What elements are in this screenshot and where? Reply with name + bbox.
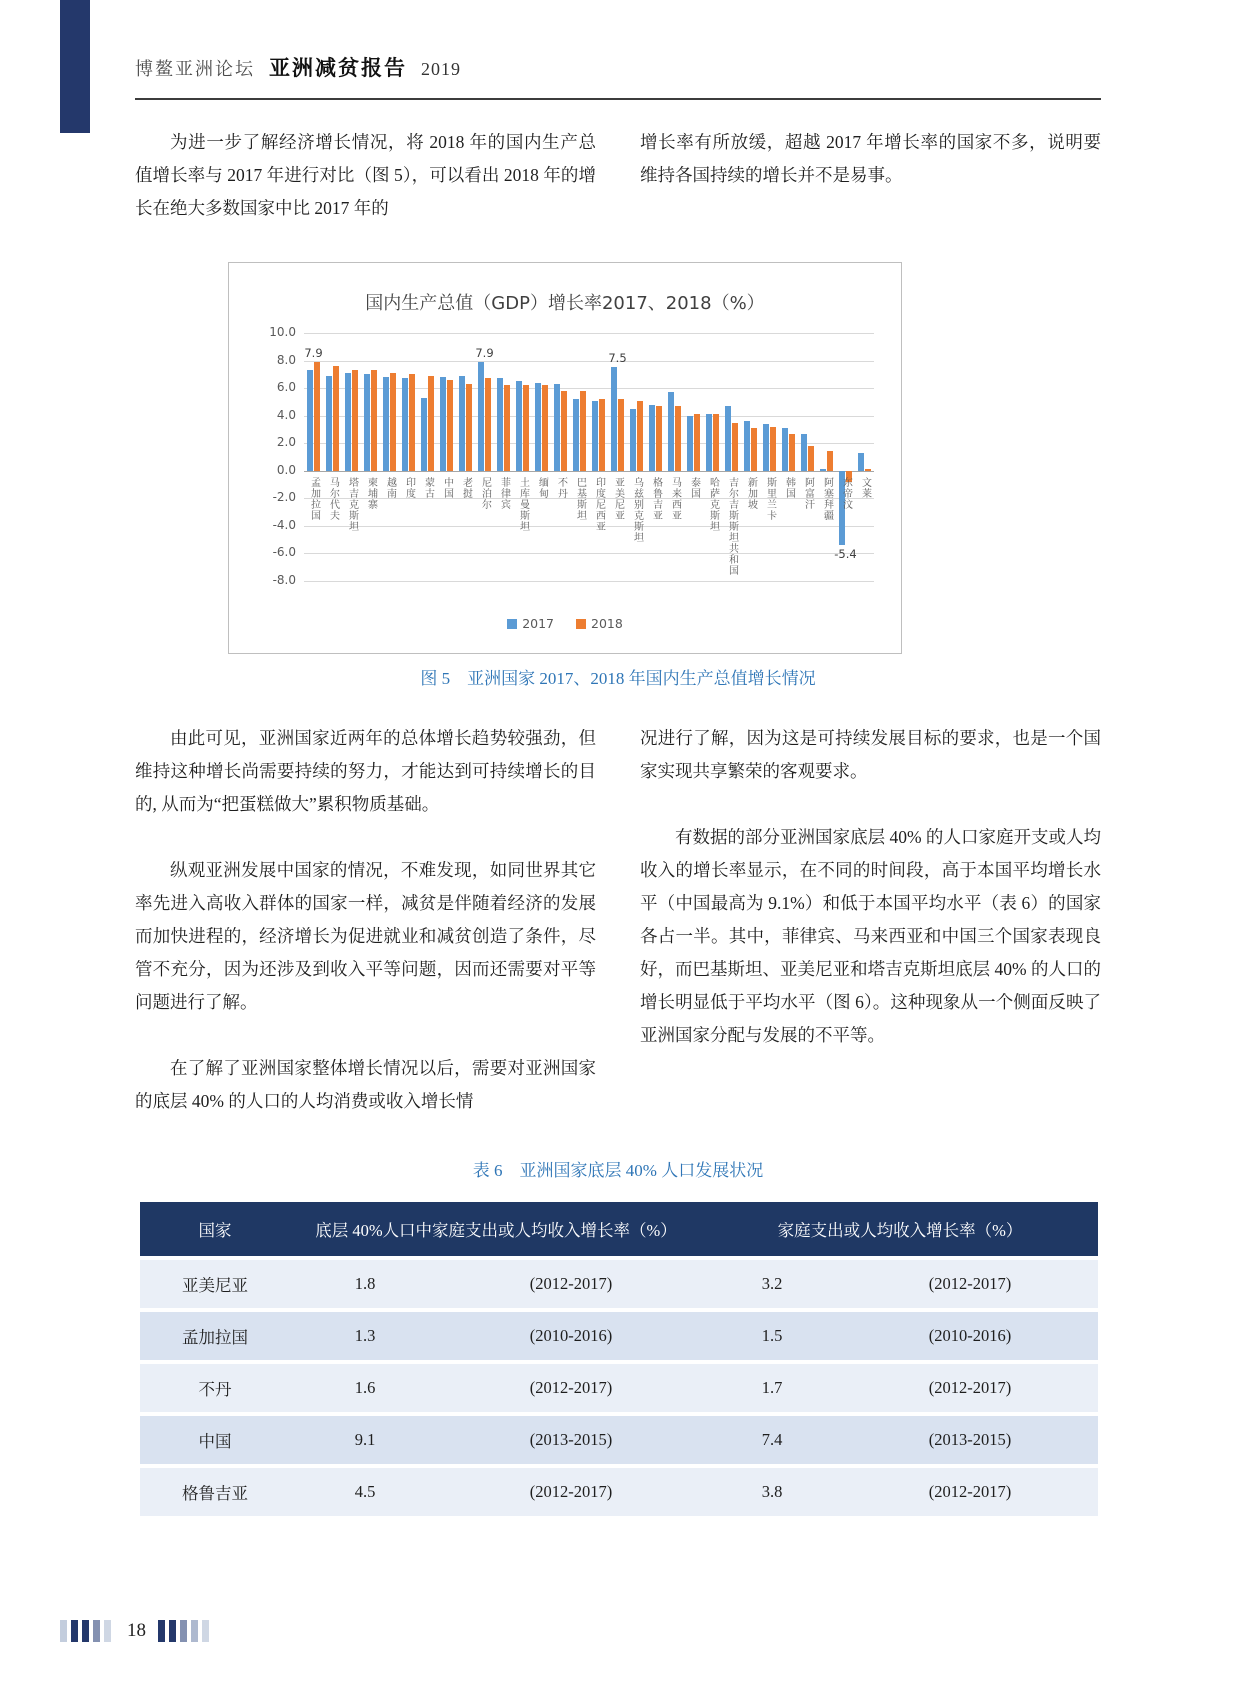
table-cell: 格鲁吉亚: [140, 1468, 290, 1516]
bar-2017: [364, 374, 370, 470]
x-axis-label: 马来西亚: [669, 476, 681, 521]
table-cell: (2012-2017): [440, 1260, 702, 1308]
bar-2018: [656, 406, 662, 471]
x-axis-label: 印度尼西亚: [593, 476, 605, 532]
bar-2018: [409, 374, 415, 470]
x-axis-label: 土库曼斯坦: [517, 476, 529, 532]
bar-2017: [820, 469, 826, 470]
footer-bar: [169, 1620, 176, 1642]
footer-bar: [191, 1620, 198, 1642]
x-axis-label: 尼泊尔: [479, 476, 491, 510]
y-axis-tick: 4.0: [276, 407, 296, 422]
chart-gridline: [304, 553, 874, 554]
footer-decoration-left: [60, 1620, 115, 1642]
body-paragraph: 为进一步了解经济增长情况，将 2018 年的国内生产总值增长率与 2017 年进行对比（图 5），可以看出 2018 年的增长在绝大多数国家中比 2017 年的: [135, 132, 596, 218]
table-cell: 1.7: [702, 1364, 842, 1412]
legend-item: [507, 616, 554, 631]
bar-2018: [523, 385, 529, 470]
chart-gridline: [304, 526, 874, 527]
bar-2018: [732, 423, 738, 471]
table-cell: 1.6: [290, 1364, 440, 1412]
bar-2018: [789, 434, 795, 471]
legend-item: [576, 616, 623, 631]
x-axis-label: 吉尔吉斯斯坦共和国: [726, 476, 738, 576]
body-columns: [135, 722, 1101, 1151]
x-axis-label: 韩国: [783, 476, 795, 499]
x-axis-label: 格鲁吉亚: [650, 476, 662, 521]
table-header-row: [140, 1202, 1098, 1256]
table-cell: 3.2: [702, 1260, 842, 1308]
bar-2018: [390, 373, 396, 471]
table-row: [140, 1312, 1098, 1360]
footer-bar: [71, 1620, 78, 1642]
y-axis-tick: -2.0: [272, 490, 296, 505]
bar-2017: [763, 424, 769, 471]
chart-legend: [229, 616, 901, 631]
bar-2018: [637, 401, 643, 471]
bar-2017: [535, 383, 541, 471]
bar-2018: [447, 380, 453, 471]
bar-2018: [827, 451, 833, 470]
bar-2017: [326, 376, 332, 471]
body-paragraph: 增长率有所放缓，超越 2017 年增长率的国家不多，说明要维持各国持续的增长并不是易事。: [640, 132, 1101, 185]
bar-2018: [485, 378, 491, 470]
bottom40-table: [140, 1198, 1098, 1520]
footer-bar: [202, 1620, 209, 1642]
chart-gridline: [304, 471, 874, 472]
table-cell: (2013-2015): [842, 1416, 1098, 1464]
bar-2017: [706, 414, 712, 470]
table-cell: (2013-2015): [440, 1416, 702, 1464]
footer-bar: [60, 1620, 67, 1642]
bar-2017: [725, 406, 731, 471]
table6-caption: 表 6 亚洲国家底层 40% 人口发展状况: [472, 1161, 764, 1180]
bar-2017: [554, 384, 560, 471]
x-axis-label: 文莱: [859, 476, 871, 499]
body-paragraph: 由此可见，亚洲国家近两年的总体增长趋势较强劲，但维持这种增长尚需要持续的努力，才能达到可持续增长的目的, 从而为“把蛋糕做大”累积物质基础。: [135, 728, 596, 814]
table-cell: 1.8: [290, 1260, 440, 1308]
bar-2017: [687, 416, 693, 471]
legend-swatch: [576, 619, 586, 629]
bar-2018: [314, 362, 320, 471]
bar-2018: [504, 385, 510, 470]
table-cell: 1.3: [290, 1312, 440, 1360]
table-cell: (2012-2017): [842, 1260, 1098, 1308]
x-axis-label: 柬埔寨: [365, 476, 377, 510]
bar-2018: [770, 427, 776, 471]
bar-data-label: -5.4: [834, 547, 857, 562]
bar-2018: [580, 391, 586, 471]
x-axis-label: 中国: [441, 476, 453, 499]
x-axis-label: 缅甸: [536, 476, 548, 499]
table-cell: 3.8: [702, 1468, 842, 1516]
figure5-caption: 图 5 亚洲国家 2017、2018 年国内生产总值增长情况: [420, 669, 816, 688]
x-axis-label: 老挝: [460, 476, 472, 499]
bar-data-label: 7.9: [304, 345, 323, 360]
table-cell: (2010-2016): [842, 1312, 1098, 1360]
x-axis-label: 越南: [384, 476, 396, 499]
footer-bar: [82, 1620, 89, 1642]
report-header: [135, 52, 1101, 100]
bar-2017: [668, 392, 674, 471]
table-cell: 亚美尼亚: [140, 1260, 290, 1308]
bar-2017: [573, 399, 579, 471]
body-paragraph: 况进行了解，因为这是可持续发展目标的要求，也是一个国家实现共享繁荣的客观要求。: [640, 728, 1101, 781]
table-cell: (2012-2017): [842, 1364, 1098, 1412]
bar-2018: [618, 399, 624, 471]
x-axis-label: 斯里兰卡: [764, 476, 776, 521]
bar-2017: [345, 373, 351, 471]
report-year: 2019: [421, 59, 461, 79]
intro-left-column: [135, 126, 596, 258]
body-right-column: [640, 722, 1101, 1151]
y-axis-tick: -4.0: [272, 517, 296, 532]
bar-2017: [744, 421, 750, 471]
table-cell: 不丹: [140, 1364, 290, 1412]
x-axis-label: 孟加拉国: [308, 476, 320, 521]
page-footer: [60, 1620, 213, 1642]
report-title: 亚洲减贫报告: [269, 56, 407, 80]
bar-2017: [649, 405, 655, 471]
x-axis-label: 马尔代夫: [327, 476, 339, 521]
table-header-household: 家庭支出或人均收入增长率（%）: [702, 1202, 1098, 1256]
table-cell: (2010-2016): [440, 1312, 702, 1360]
chart-gridline: [304, 361, 874, 362]
x-axis-label: 亚美尼亚: [612, 476, 624, 521]
table-cell: 7.4: [702, 1416, 842, 1464]
bar-2017: [383, 377, 389, 471]
table-cell: (2012-2017): [440, 1364, 702, 1412]
legend-label: 2017: [522, 616, 554, 631]
bar-2017: [440, 377, 446, 471]
footer-bar: [93, 1620, 100, 1642]
table-row: [140, 1468, 1098, 1516]
bar-2018: [808, 446, 814, 471]
x-axis-label: 阿塞拜疆: [821, 476, 833, 521]
bar-2017: [307, 370, 313, 471]
body-paragraph: 在了解了亚洲国家整体增长情况以后，需要对亚洲国家的底层 40% 的人口的人均消费或收入增长情: [135, 1058, 596, 1111]
bar-2018: [466, 384, 472, 471]
bar-2018: [751, 428, 757, 471]
bar-2017: [516, 381, 522, 471]
body-paragraph: 有数据的部分亚洲国家底层 40% 的人口家庭开支或人均收入的增长率显示，在不同的时间段，高于本国平均增长水平（中国最高为 9.1%）和低于本国平均水平（表 6）的国家各占一半。其中，菲律宾、马来西亚和中国三个国家表现良好，而巴基斯坦、亚美尼亚和塔吉克斯坦底层 40% 的人口的增长明显低于平均水平（图 6）。这种现象从一个侧面反映了亚洲国家分配与发展的不平等。: [640, 827, 1101, 1045]
bar-2018: [333, 366, 339, 471]
chart-gridline: [304, 333, 874, 334]
x-axis-label: 蒙古: [422, 476, 434, 499]
bar-2017: [497, 378, 503, 470]
footer-bar: [104, 1620, 111, 1642]
footer-decoration-right: [158, 1620, 213, 1642]
bar-2017: [421, 398, 427, 471]
y-axis-tick: -8.0: [272, 573, 296, 587]
x-axis-label: 哈萨克斯坦: [707, 476, 719, 532]
x-axis-label: 乌兹别克斯坦: [631, 476, 643, 543]
bar-2018: [713, 414, 719, 470]
x-axis-label: 泰国: [688, 476, 700, 499]
footer-bar: [158, 1620, 165, 1642]
bar-2017: [592, 401, 598, 471]
intro-columns: [135, 126, 1101, 258]
intro-right-column: [640, 126, 1101, 258]
table-header-bottom40: 底层 40%人口中家庭支出或人均收入增长率（%）: [290, 1202, 702, 1256]
bar-2017: [630, 409, 636, 471]
x-axis-label: 不丹: [555, 476, 567, 499]
x-axis-label: 巴基斯坦: [574, 476, 586, 521]
table-cell: (2012-2017): [842, 1468, 1098, 1516]
chart-title: 国内生产总值（GDP）增长率2017、2018（%）: [365, 293, 765, 314]
bar-2018: [694, 414, 700, 470]
bar-data-label: 7.9: [475, 345, 494, 360]
bar-2018: [371, 370, 377, 471]
y-axis-tick: 8.0: [276, 352, 296, 367]
bar-2018: [865, 469, 871, 470]
chart-plot: [269, 325, 874, 587]
table-row: [140, 1364, 1098, 1412]
x-axis-label: 阿富汗: [802, 476, 814, 510]
table-cell: 中国: [140, 1416, 290, 1464]
table-row: [140, 1416, 1098, 1464]
corner-accent-block: [60, 0, 90, 133]
y-axis-tick: 2.0: [276, 435, 296, 450]
x-axis-label: 印度: [403, 476, 415, 499]
x-axis-label: 新加坡: [745, 476, 757, 510]
bar-2018: [542, 385, 548, 470]
table-cell: (2012-2017): [440, 1468, 702, 1516]
bar-2018: [675, 406, 681, 471]
bar-2017: [611, 367, 617, 470]
footer-bar: [180, 1620, 187, 1642]
bar-data-label: 7.5: [608, 351, 627, 366]
body-paragraph: 纵观亚洲发展中国家的情况，不难发现，如同世界其它率先进入高收入群体的国家一样，减贫是伴随着经济的发展而加快进程的，经济增长为促进就业和减贫创造了条件，尽管不充分，因为还涉及到收入平等问题，因而还需要对平等问题进行了解。: [135, 860, 596, 1012]
bar-2017: [858, 453, 864, 471]
bar-2017: [402, 378, 408, 470]
bar-2017: [459, 376, 465, 471]
legend-label: 2018: [591, 616, 623, 631]
y-axis-tick: 6.0: [276, 380, 296, 395]
gdp-growth-chart: [228, 262, 902, 654]
table-header-country: 国家: [140, 1202, 290, 1256]
table-cell: 孟加拉国: [140, 1312, 290, 1360]
forum-name: 博鳌亚洲论坛: [135, 59, 255, 79]
table-row: [140, 1260, 1098, 1308]
y-axis-tick: 0.0: [276, 462, 296, 477]
legend-swatch: [507, 619, 517, 629]
bar-2017: [782, 428, 788, 471]
x-axis-label: 菲律宾: [498, 476, 510, 510]
table-cell: 4.5: [290, 1468, 440, 1516]
page-number: 18: [127, 1620, 146, 1641]
bar-2018: [428, 376, 434, 471]
x-axis-label: 东帝汶: [840, 476, 852, 510]
bar-2018: [599, 399, 605, 471]
table-cell: 9.1: [290, 1416, 440, 1464]
y-axis-tick: 10.0: [269, 325, 296, 339]
chart-gridline: [304, 581, 874, 582]
bar-2018: [352, 370, 358, 471]
bar-2017: [478, 362, 484, 471]
table-cell: 1.5: [702, 1312, 842, 1360]
bar-2017: [801, 434, 807, 471]
bar-2018: [561, 391, 567, 471]
x-axis-label: 塔吉克斯坦: [346, 476, 358, 532]
body-left-column: [135, 722, 596, 1151]
y-axis-tick: -6.0: [272, 545, 296, 560]
